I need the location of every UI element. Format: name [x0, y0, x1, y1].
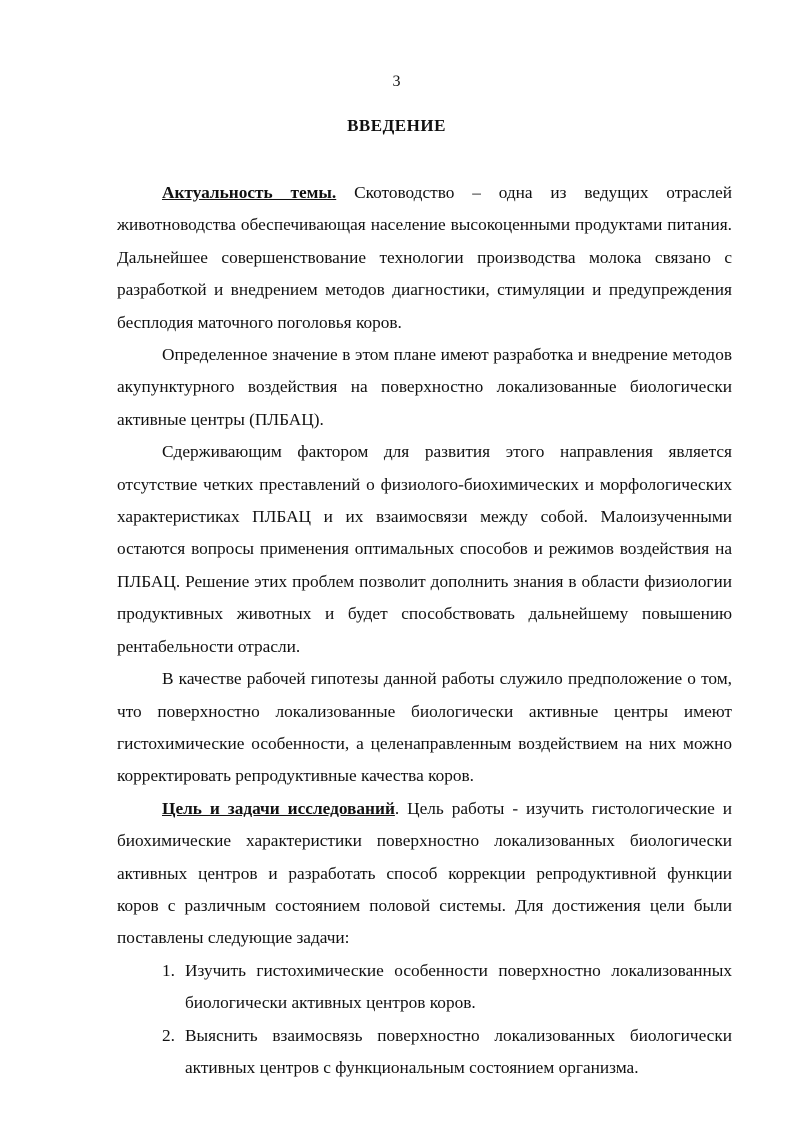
- task-number: 2.: [162, 1025, 175, 1045]
- list-item: [117, 955, 732, 1020]
- relevance-heading: Актуальность темы.: [162, 183, 337, 202]
- paragraph-methods: Определенное значение в этом плане имеют разработка и внедрение методов акупунктурного воздействия на поверхностно локализованные биологически активные центры (ПЛБАЦ).: [117, 345, 732, 429]
- task-text: Изучить гистохимические особенности поверхностно локализованных биологически активных центров коров.: [185, 960, 732, 1013]
- goals-text: . Цель работы - изучить гистологические и биохимические характеристики поверхностно локализованных биологически активных центров и разработать способ коррекции репродуктивной функции коров с различным состоянием половой системы. Для достижения цели были поставлены следующие задачи:: [117, 798, 732, 948]
- list-item: [117, 1020, 732, 1085]
- paragraph-hypothesis: В качестве рабочей гипотезы данной работы служило предположение о том, что поверхностно локализованные биологически активные центры имеют гистохимические особенности, а целенаправленным воздействием на них можно корректировать репродуктивные качества коров.: [117, 669, 732, 786]
- task-text: Выяснить взаимосвязь поверхностно локализованных биологически активных центров с функциональным состоянием организма.: [185, 1025, 732, 1077]
- relevance-text: Скотоводство – одна из ведущих отраслей животноводства обеспечивающая население высокоценными продуктами питания. Дальнейшее совершенствование технологии производства молока связано с разработкой и внедрением методов диагностики, стимуляции и предупреждения бесплодия маточного поголовья коров.: [117, 183, 733, 332]
- task-list: [117, 955, 732, 1085]
- section-title: ВВЕДЕНИЕ: [347, 116, 446, 135]
- page-number: 3: [392, 73, 401, 90]
- task-number: 1.: [162, 960, 175, 980]
- paragraph-constraints: Сдерживающим фактором для развития этого направления является отсутствие четких преставлений о физиолого-биохимических и морфологических характеристиках ПЛБАЦ и их взаимосвязи между собой. Малоизученными остаются вопросы применения оптимальных способов и режимов воздействия на ПЛБАЦ. Решение этих проблем позволит дополнить знания в области физиологии продуктивных животных и будет способствовать дальнейшему повышению рентабельности отрасли.: [117, 442, 732, 656]
- body-text: [117, 177, 732, 1084]
- paragraph-goals: [117, 793, 732, 955]
- goals-heading: Цель и задачи исследований: [162, 798, 395, 818]
- paragraph-relevance: [117, 177, 732, 339]
